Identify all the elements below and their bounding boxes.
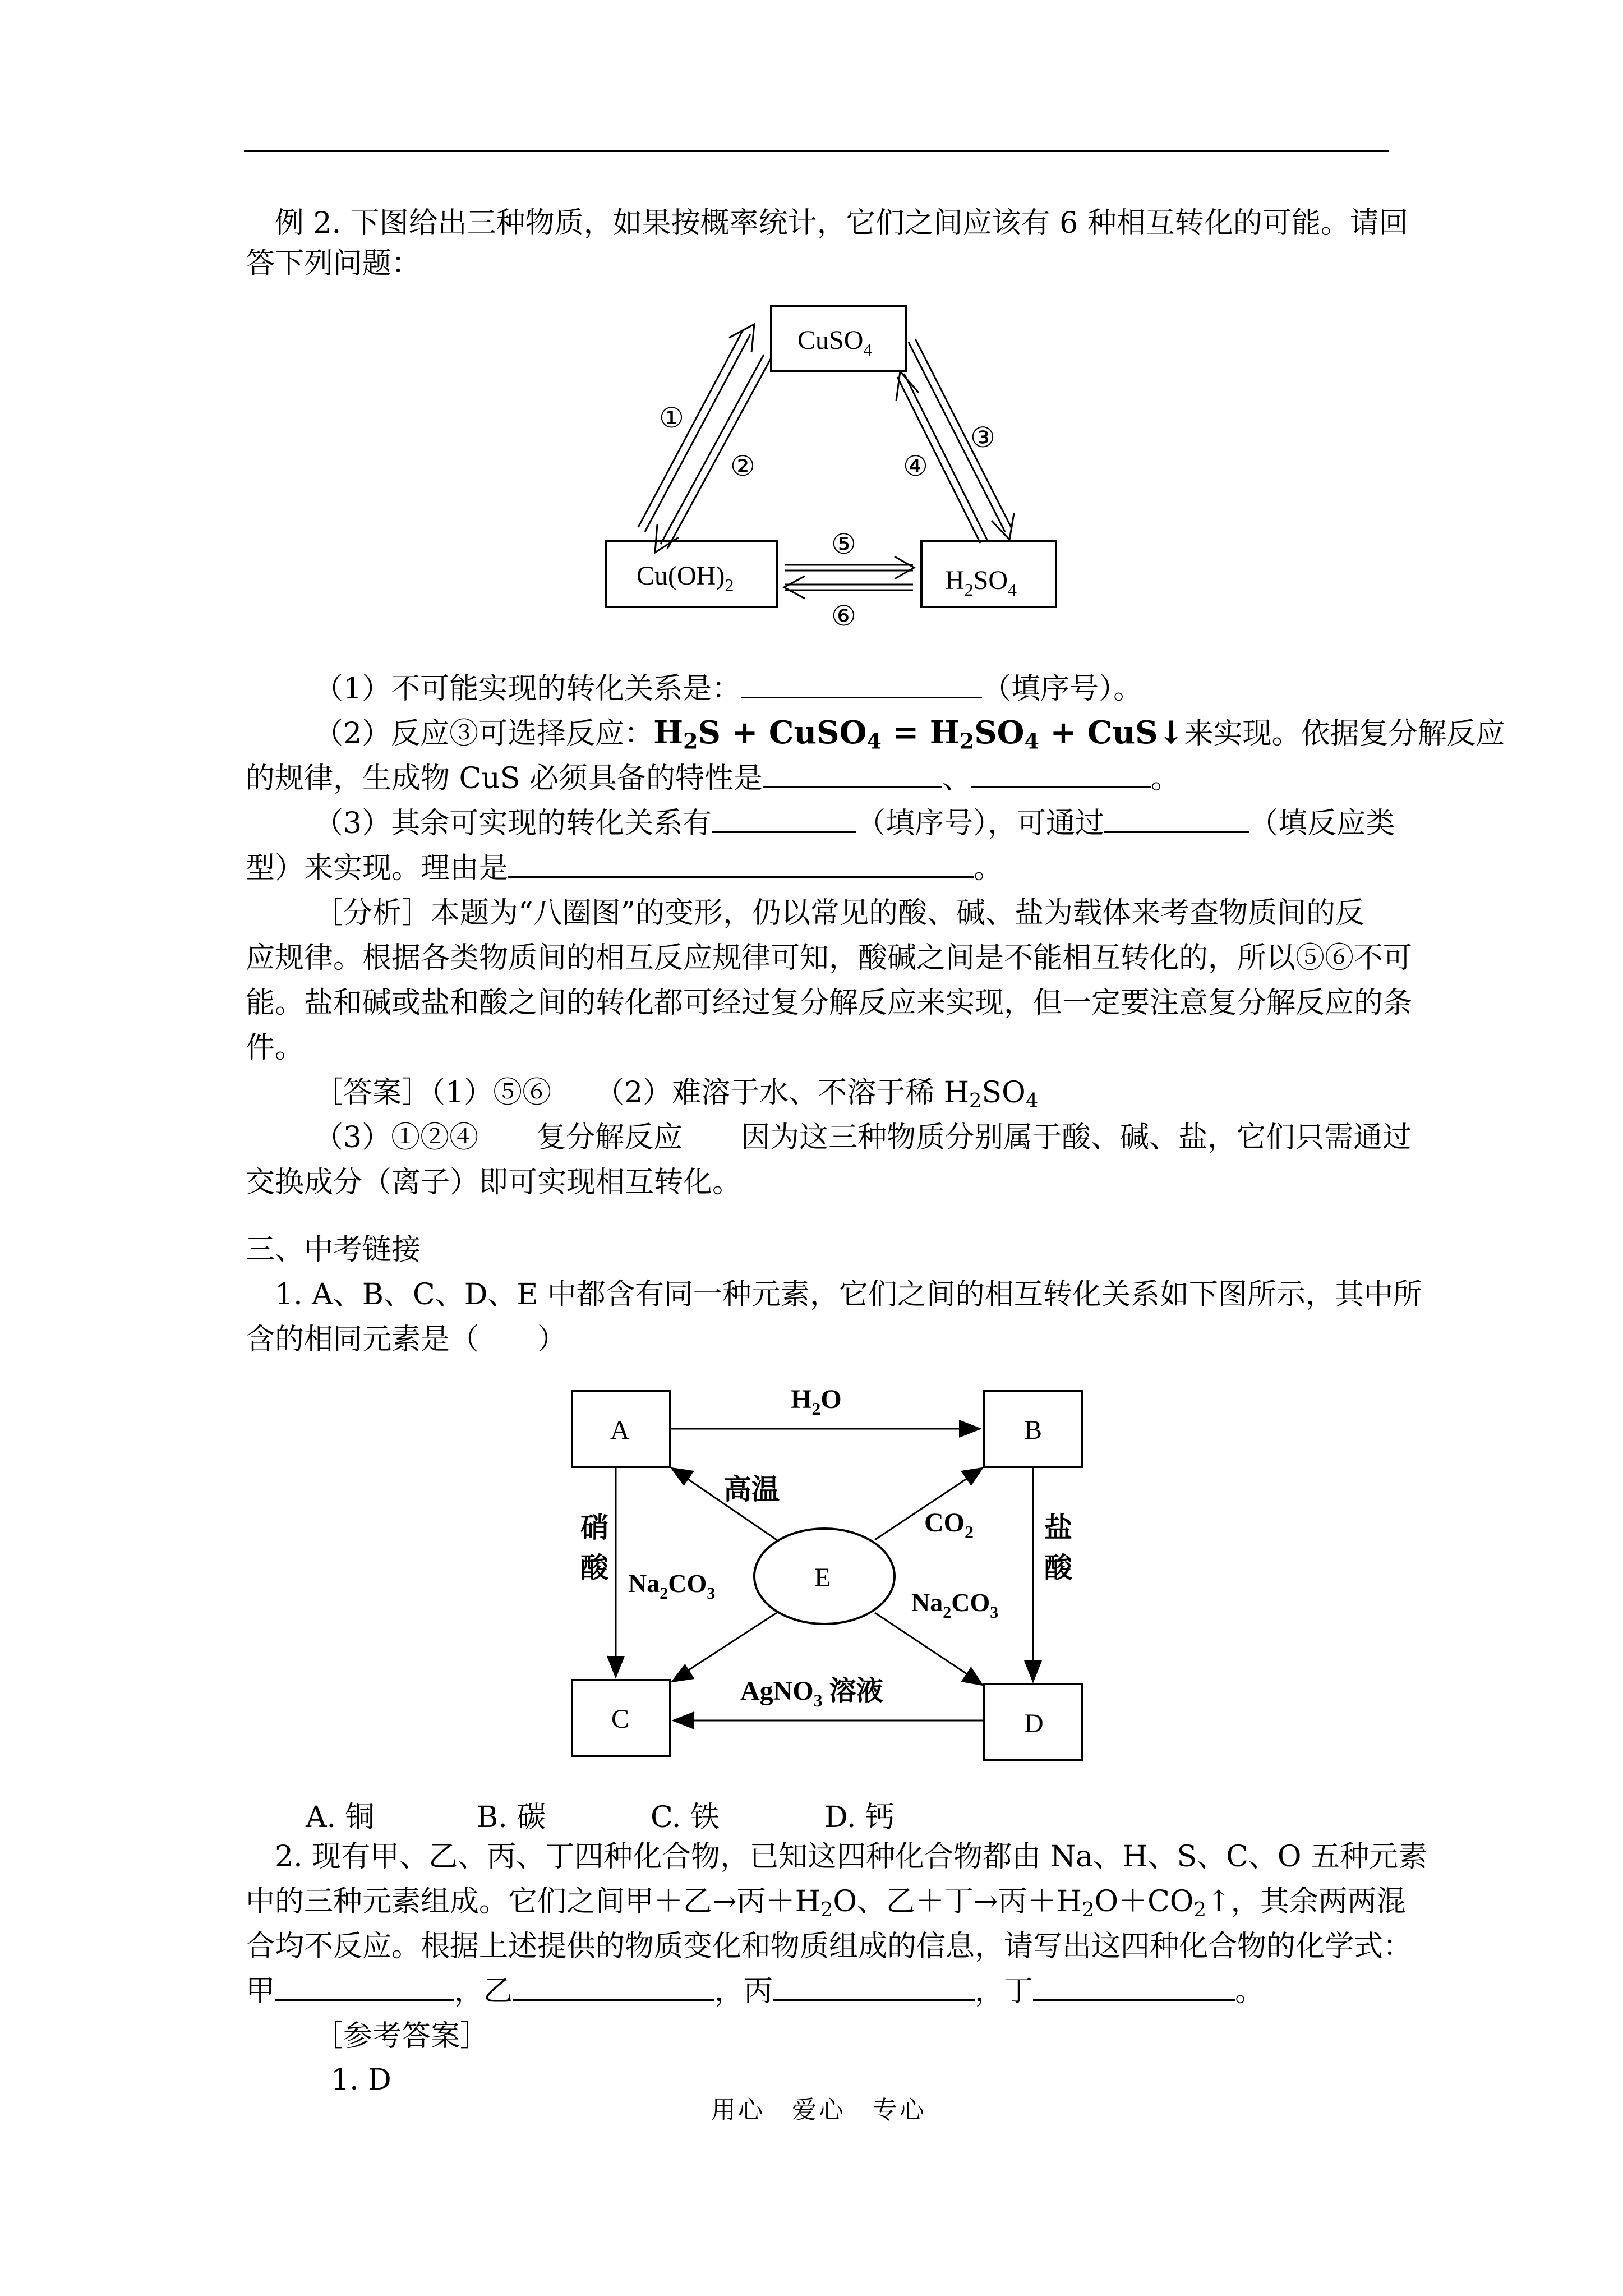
question-2-line-2 bbox=[246, 756, 1180, 801]
problem-1-line-1: 1. A、B、C、D、E 中都含有同一种元素，它们之间的相互转化关系如下图所示，其中所 bbox=[275, 1278, 1422, 1312]
question-2-suffix: 来实现。依据复分解反应 bbox=[1184, 717, 1505, 751]
question-3-line-2-text: 型）来实现。理由是 bbox=[246, 852, 509, 885]
arrow-6 bbox=[784, 576, 913, 599]
label-cuoh2: $Cu(OH)_2$ bbox=[637, 561, 734, 595]
answer-line-3: 交换成分（离子）即可实现相互转化。 bbox=[246, 1166, 742, 1199]
label-suan-right: 酸 bbox=[1044, 1552, 1072, 1584]
label-na2co3-left: $Na_2CO_3$ bbox=[628, 1569, 716, 1603]
blank-jia[interactable] bbox=[275, 1970, 454, 2001]
reaction-equation: $H_2S$ + CuSO$_4$ = $H_2SO_4$ + CuS↓ bbox=[653, 714, 1184, 754]
label-a: A bbox=[610, 1415, 630, 1445]
question-3-prefix: （3）其余可实现的转化关系有 bbox=[314, 807, 712, 840]
num-3: ③ bbox=[970, 422, 995, 453]
option-b[interactable]: B. 碳 bbox=[477, 1801, 546, 1834]
label-agno3: AgNO$_3$ 溶液 bbox=[740, 1676, 883, 1710]
label-end: 。 bbox=[1235, 1975, 1265, 2008]
reference-title: ［参考答案］ bbox=[314, 2019, 490, 2053]
answer-line-1: ［答案］（1）⑤⑥ （2）难溶于水、不溶于稀 $H_2SO_4$ bbox=[314, 1076, 1039, 1112]
answer-blank-3b[interactable] bbox=[1104, 802, 1249, 833]
label-h2so4: $H_2SO_4$ bbox=[945, 565, 1017, 600]
question-3-line-2 bbox=[246, 846, 1003, 891]
section-title: 三、中考链接 bbox=[246, 1233, 421, 1267]
question-3-mid: （填序号），可通过 bbox=[856, 807, 1105, 840]
answer-blank-2b[interactable] bbox=[971, 757, 1151, 788]
question-3-end: 。 bbox=[974, 852, 1003, 885]
question-3-suffix: （填反应类 bbox=[1249, 807, 1395, 840]
label-suan-left: 酸 bbox=[580, 1552, 608, 1584]
problem-2-line-2: 中的三种元素组成。它们之间甲＋乙→丙$+H_2O$、乙＋丁→丙$+H_2O+CO_2↑$，其余两两混 bbox=[246, 1885, 1406, 1921]
question-1-prefix: （1）不可能实现的转化关系是： bbox=[314, 672, 741, 706]
num-2: ② bbox=[730, 450, 755, 482]
label-e: E bbox=[814, 1563, 831, 1593]
option-d[interactable]: D. 钙 bbox=[824, 1801, 895, 1834]
conversion-diagram-1 bbox=[0, 0, 1623, 673]
label-jia: 甲 bbox=[246, 1975, 275, 2008]
label-yi: ，乙 bbox=[454, 1975, 513, 2008]
num-5: ⑤ bbox=[831, 528, 856, 560]
reference-answer-1: 1. D bbox=[331, 2063, 391, 2097]
arrow-3 bbox=[909, 339, 1014, 540]
analysis-line-1: ［分析］本题为“八圈图”的变形，仍以常见的酸、碱、盐为载体来考查物质间的反 bbox=[314, 896, 1365, 930]
label-bing: ，丙 bbox=[714, 1975, 773, 2008]
example-line-1: 例 2. 下图给出三种物质，如果按概率统计，它们之间应该有 6 种相互转化的可能。请回 bbox=[275, 206, 1408, 240]
question-2-line-2-text: 的规律，生成物 CuS 必须具备的特性是 bbox=[246, 762, 763, 795]
analysis-line-2: 应规律。根据各类物质间的相互反应规律可知，酸碱之间是不能相互转化的，所以⑤⑥不可 bbox=[246, 941, 1413, 975]
option-a[interactable]: A. 铜 bbox=[306, 1801, 375, 1834]
label-ding: ，丁 bbox=[975, 1975, 1034, 2008]
num-1: ① bbox=[659, 402, 684, 434]
blank-ding[interactable] bbox=[1033, 1970, 1235, 2001]
analysis-line-4: 件。 bbox=[246, 1031, 305, 1065]
label-xiao: 硝 bbox=[580, 1512, 608, 1543]
answer-line-2: （3）①②④ 复分解反应 因为这三种物质分别属于酸、碱、盐，它们只需通过 bbox=[314, 1121, 1412, 1154]
blank-bing[interactable] bbox=[773, 1970, 975, 2001]
label-c: C bbox=[611, 1704, 630, 1734]
label-d: D bbox=[1024, 1709, 1044, 1738]
question-1-suffix: （填序号）。 bbox=[982, 672, 1143, 706]
question-2-separator: 、 bbox=[942, 762, 971, 795]
analysis-line-3: 能。盐和碱或盐和酸之间的转化都可经过复分解反应来实现，但一定要注意复分解反应的条 bbox=[246, 986, 1413, 1020]
problem-2-line-4 bbox=[246, 1969, 1264, 2014]
arrow-1 bbox=[638, 324, 754, 532]
question-1 bbox=[314, 666, 1142, 711]
problem-2-line-3: 合均不反应。根据上述提供的物质变化和物质组成的信息，请写出这四种化合物的化学式： bbox=[246, 1930, 1413, 1963]
question-2-prefix: （2）反应③可选择反应： bbox=[314, 717, 654, 751]
label-yan: 盐 bbox=[1044, 1512, 1072, 1543]
answer-blank-1[interactable] bbox=[741, 668, 982, 698]
blank-yi[interactable] bbox=[513, 1970, 714, 2001]
question-2-end: 。 bbox=[1150, 762, 1180, 795]
arrow-5 bbox=[785, 556, 914, 579]
question-2-line-1 bbox=[314, 710, 1505, 756]
label-h2o: $H_2O$ bbox=[791, 1384, 842, 1419]
label-cuso4: CuSO$_4$ bbox=[797, 325, 873, 360]
label-gaowen: 高温 bbox=[723, 1474, 780, 1505]
label-na2co3-right: $Na_2CO_3$ bbox=[911, 1588, 999, 1622]
example-line-2: 答下列问题： bbox=[246, 247, 421, 280]
num-6: ⑥ bbox=[831, 600, 856, 632]
question-3-line-1 bbox=[314, 801, 1395, 846]
page-footer: 用心 爱心 专心 bbox=[711, 2096, 926, 2124]
label-co2: $CO_2$ bbox=[924, 1508, 974, 1542]
answer-blank-2a[interactable] bbox=[763, 757, 942, 788]
problem-1-line-2: 含的相同元素是（ ） bbox=[246, 1323, 567, 1356]
label-b: B bbox=[1024, 1415, 1043, 1445]
answer-blank-3a[interactable] bbox=[712, 802, 856, 833]
option-c[interactable]: C. 铁 bbox=[651, 1801, 720, 1834]
answer-blank-3c[interactable] bbox=[508, 847, 974, 878]
num-4: ④ bbox=[903, 450, 928, 482]
conversion-diagram-2 bbox=[0, 1346, 1623, 1784]
problem-2-line-1: 2. 现有甲、乙、丙、丁四种化合物，已知这四种化合物都由 Na、H、S、C、O 五种元素 bbox=[275, 1840, 1428, 1874]
